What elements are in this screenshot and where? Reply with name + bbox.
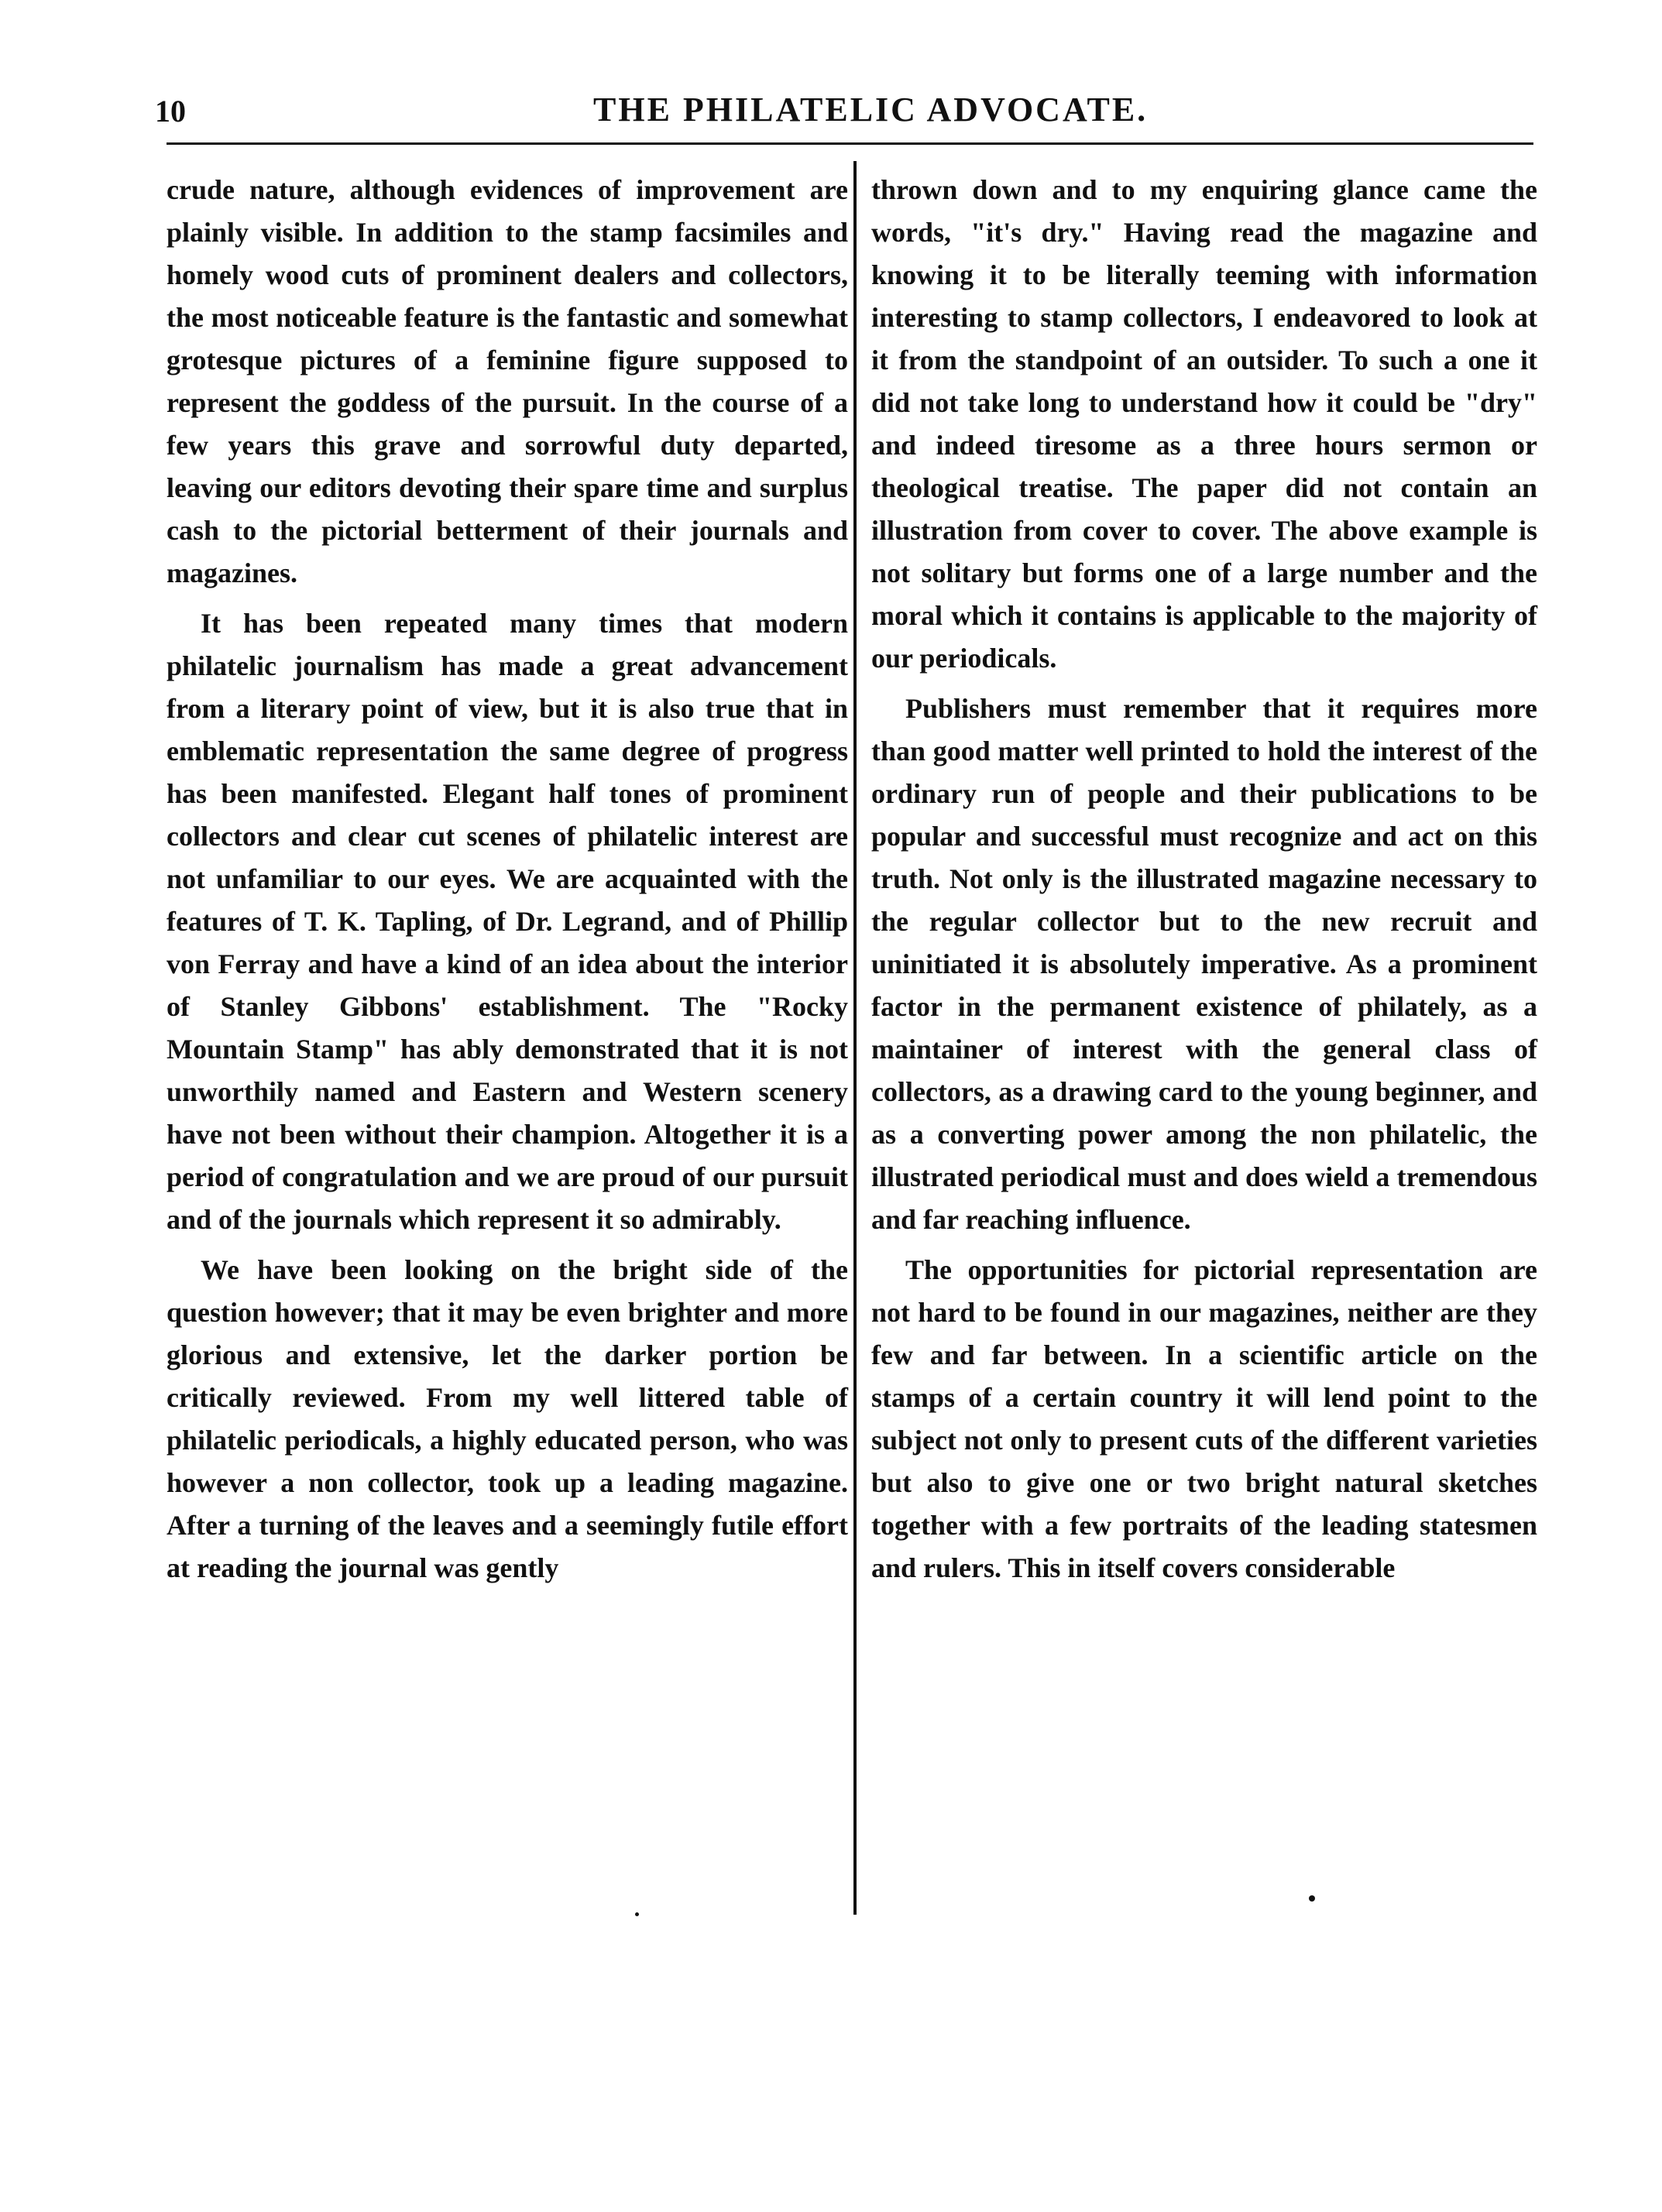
header-rule: [167, 142, 1533, 145]
page-number: 10: [155, 94, 186, 129]
print-speck: [1309, 1895, 1315, 1902]
right-paragraph-3: The opportunities for pictorial representation are not hard to be found in our magazines, neither are they few and far between. In a scientific article on the stamps of a certain country it will lend point to the subject not only to present cuts of the different varieties but also to give one or two bright natural sketches together with a few portraits of the leading statesmen and rulers. This in itself covers considerable: [871, 1254, 1537, 1583]
running-title: THE PHILATELIC ADVOCATE.: [593, 91, 1149, 129]
left-paragraph-1: crude nature, although evidences of improvement are plainly visible. In addition to the stamp facsimiles and homely wood cuts of prominent dealers and collectors, the most noticeable feature is the fantastic and somewhat grotesque pictures of a feminine figure supposed to represent the goddess of the pursuit. In the course of a few years this grave and sorrowful duty departed, leaving our editors devoting their spare time and surplus cash to the pictorial betterment of their journals and magazines.: [167, 174, 848, 588]
left-column: [167, 169, 848, 1597]
left-paragraph-3: We have been looking on the bright side of the question however; that it may be even brighter and more glorious and extensive, let the darker portion be critically reviewed. From my well littered table of philatelic periodicals, a highly educated person, who was however a non collector, took up a leading magazine. After a turning of the leaves and a seemingly futile effort at reading the journal was gently: [167, 1254, 848, 1583]
right-paragraph-2: Publishers must remember that it requires more than good matter well printed to hold the interest of the ordinary run of people and their publications to be popular and successful must recognize and act on this truth. Not only is the illustrated magazine necessary to the regular collector but to the new recruit and uninitiated it is absolutely imperative. As a prominent factor in the permanent existence of philately, as a maintainer of interest with the general class of collectors, as a drawing card to the young beginner, and as a converting power among the non philatelic, the illustrated periodical must and does wield a tremendous and far reaching influence.: [871, 693, 1537, 1235]
print-speck: [635, 1912, 639, 1916]
right-paragraph-1: thrown down and to my enquiring glance came the words, "it's dry." Having read the magazine and knowing it to be literally teeming with information interesting to stamp collectors, I endeavored to look at it from the standpoint of an outsider. To such a one it did not take long to understand how it could be "dry" and indeed tiresome as a three hours sermon or theological treatise. The paper did not contain an illustration from cover to cover. The above example is not solitary but forms one of a large number and the moral which it contains is applicable to the majority of our periodicals.: [871, 174, 1537, 674]
left-paragraph-2: It has been repeated many times that modern philatelic journalism has made a great advancement from a literary point of view, but it is also true that in emblematic representation the same degree of progress has been manifested. Elegant half tones of prominent collectors and clear cut scenes of philatelic interest are not unfamiliar to our eyes. We are acquainted with the features of T. K. Tapling, of Dr. Legrand, and of Phillip von Ferray and have a kind of an idea about the interior of Stanley Gibbons' establishment. The "Rocky Mountain Stamp" has ably demonstrated that it is not unworthily named and Eastern and Western scenery have not been without their champion. Altogether it is a period of congratulation and we are proud of our pursuit and of the journals which represent it so admirably.: [167, 608, 848, 1235]
column-divider: [853, 161, 857, 1915]
right-column: [871, 169, 1537, 1597]
